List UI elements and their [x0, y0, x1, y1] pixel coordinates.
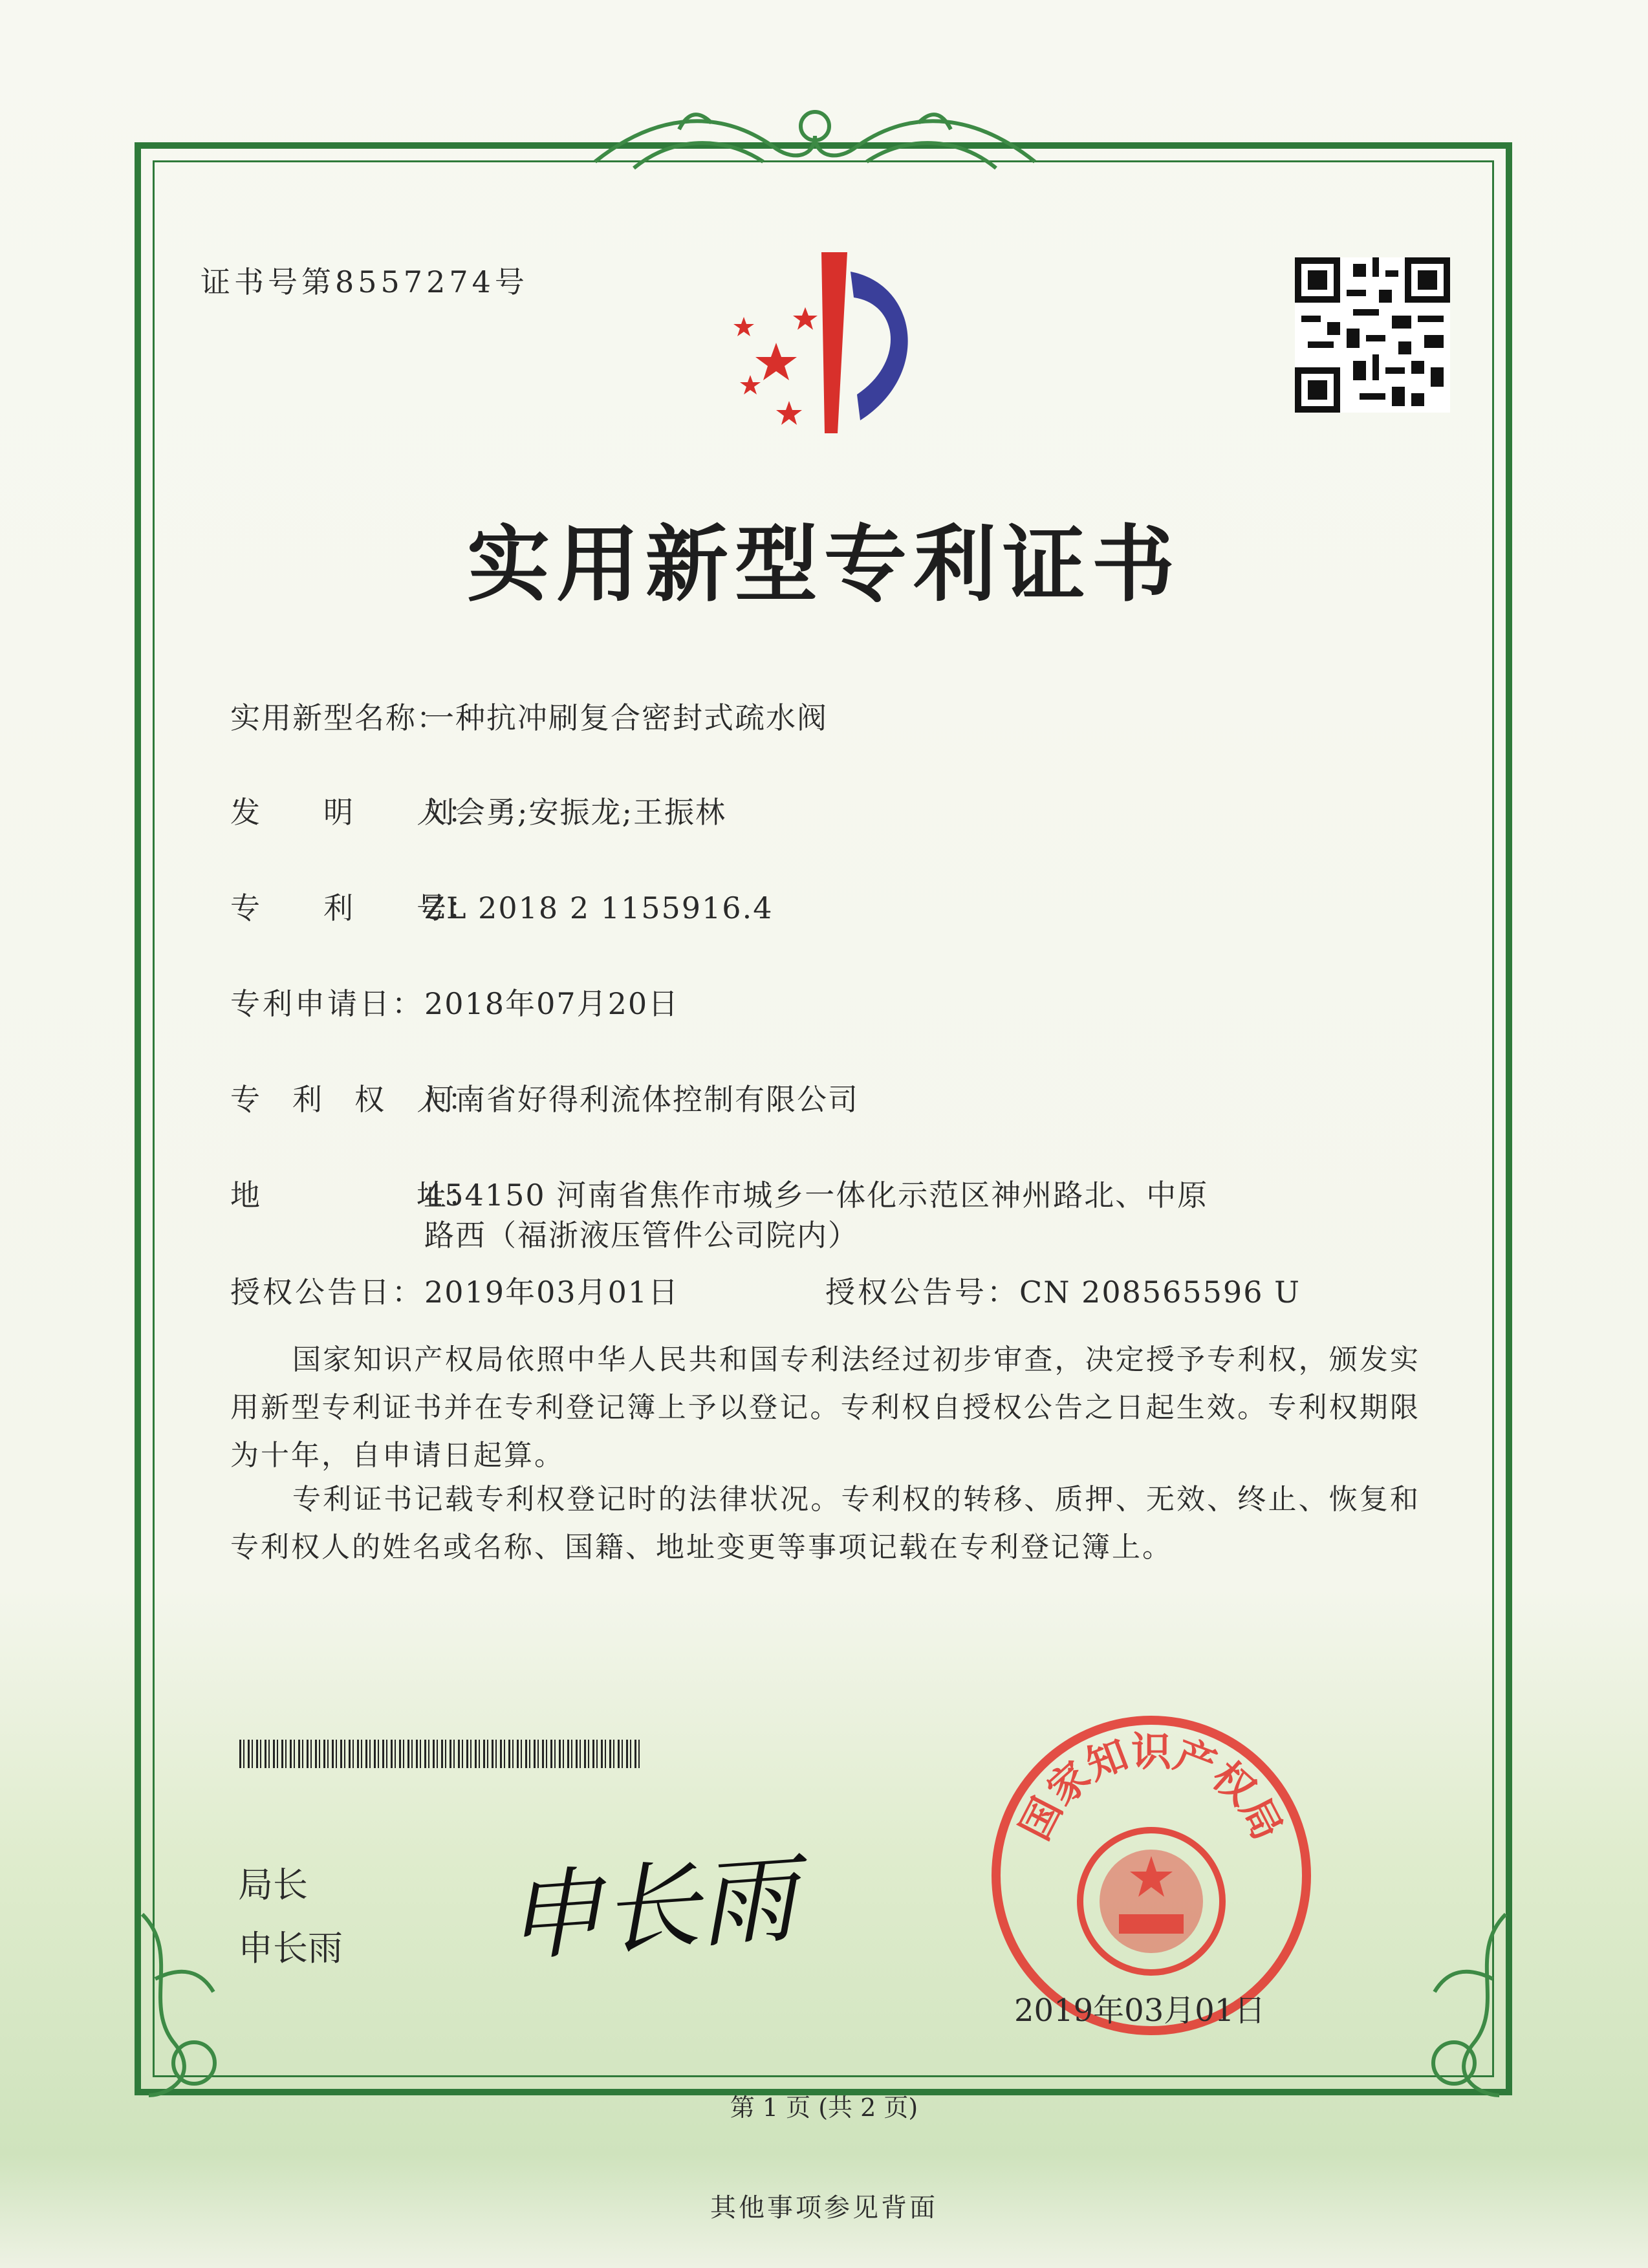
field-label: 专利申请日： — [230, 986, 424, 1021]
announcement-number-label: 授权公告号： — [825, 1275, 1019, 1310]
field-label: 专 利 号： — [230, 891, 479, 925]
field-label: 实用新型名称： — [230, 700, 448, 735]
announcement-number-value: CN 208565596 U — [1019, 1275, 1301, 1310]
field-label: 地 址： — [230, 1178, 479, 1213]
field-label: 发 明 人： — [230, 795, 479, 830]
field-value-patent-number: ZL 2018 2 1155916.4 — [424, 891, 774, 925]
qr-code-icon — [1295, 257, 1450, 413]
page-title: 实用新型专利证书 — [466, 516, 1181, 613]
barcode — [239, 1740, 640, 1768]
top-ornament-icon — [582, 91, 1048, 188]
handwritten-signature: 申长雨 — [501, 1842, 800, 1976]
field-row-inventors — [230, 789, 726, 832]
announcement-row — [230, 1269, 1301, 1312]
certificate-number: 证书号第8557274号 — [201, 265, 528, 299]
seal-text: 国家知识产权局 — [1011, 1728, 1292, 1848]
page-indicator: 第 1 页 (共 2 页) — [730, 2093, 918, 2122]
bottom-right-ornament-icon — [1402, 1901, 1519, 2115]
field-value-inventors: 刘会勇;安振龙;王振林 — [424, 795, 726, 830]
field-value-patentee: 河南省好得利流体控制有限公司 — [424, 1082, 859, 1117]
announcement-date-value: 2019年03月01日 — [424, 1275, 680, 1310]
field-row-name — [230, 695, 828, 737]
announcement-date-label: 授权公告日： — [230, 1275, 424, 1310]
field-row-application-date — [230, 980, 679, 1023]
legal-paragraph-1: 国家知识产权局依照中华人民共和国专利法经过初步审查，决定授予专利权，颁发实用新型专利证书并在专利登记簿上予以登记。专利权自授权公告之日起生效。专利权期限为十年，自申请日起算。 — [230, 1343, 1420, 1472]
field-row-address — [230, 1172, 1208, 1215]
field-value-address: 454150 河南省焦作市城乡一体化示范区神州路北、中原 — [424, 1178, 1209, 1213]
director-name: 申长雨 — [238, 1928, 343, 1969]
legal-paragraph-2: 专利证书记载专利权登记时的法律状况。专利权的转移、质押、无效、终止、恢复和专利权人的姓名或名称、国籍、地址变更等事项记载在专利登记簿上。 — [230, 1483, 1420, 1564]
footer-note: 其他事项参见背面 — [710, 2193, 938, 2223]
field-value-address-line2: 路西（福浙液压管件公司院内） — [424, 1218, 859, 1253]
cnipa-logo-icon — [699, 246, 957, 440]
bottom-left-ornament-icon — [129, 1901, 246, 2115]
field-row-patent-number — [230, 885, 773, 927]
director-title: 局长 — [238, 1864, 308, 1905]
national-emblem-icon — [1080, 1830, 1222, 1972]
seal-date: 2019年03月01日 — [1014, 1993, 1266, 2029]
field-row-patentee — [230, 1076, 859, 1119]
field-value-application-date: 2018年07月20日 — [424, 986, 680, 1021]
field-value-name: 一种抗冲刷复合密封式疏水阀 — [424, 700, 828, 735]
field-label: 专 利 权 人： — [230, 1082, 479, 1117]
